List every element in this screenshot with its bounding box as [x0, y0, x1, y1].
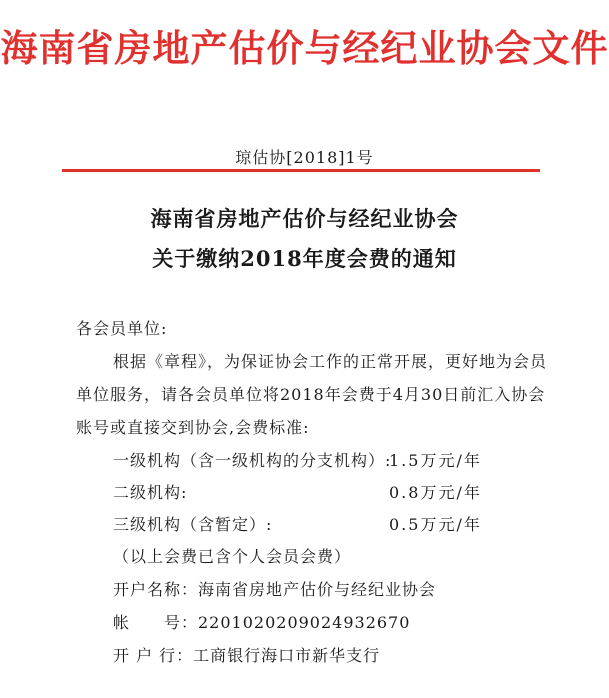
fee-row-2-label: 二级机构:	[113, 483, 188, 502]
document-number: 琼估协[2018]1号	[235, 148, 374, 167]
document-header-org-title: 海南省房地产估价与经纪业协会文件	[0, 27, 609, 70]
body-paragraph-line-1: 根据《章程》，为保证协会工作的正常开展，更好地为会员	[113, 352, 548, 371]
salutation: 各会员单位:	[76, 319, 168, 338]
notice-title-line-1: 海南省房地产估价与经纪业协会	[150, 206, 459, 231]
fee-row-2-value: 0.8万元/年	[389, 483, 482, 502]
bank-name: 开 户 行：工商银行海口市新华支行	[113, 646, 381, 665]
fee-row-1-value: 1.5万元/年	[389, 451, 482, 470]
bank-account-name: 开户名称：海南省房地产估价与经纪业协会	[113, 580, 437, 599]
body-paragraph-line-2: 单位服务，请各会员单位将2018年会费于4月30日前汇入协会	[76, 385, 546, 404]
fee-row-1-label: 一级机构（含一级机构的分支机构）:	[113, 451, 392, 470]
body-paragraph-line-3: 账号或直接交到协会,会费标准:	[76, 418, 310, 437]
fee-row-3-value: 0.5万元/年	[389, 515, 482, 534]
fee-note: （以上会费已含个人会员会费）	[113, 547, 352, 566]
fee-row-3-label: 三级机构（含暂定）:	[113, 515, 273, 534]
bank-account-number: 帐 号：2201020209024932670	[113, 613, 411, 632]
red-divider-line	[62, 169, 540, 172]
notice-title-line-2: 关于缴纳2018年度会费的通知	[152, 246, 457, 271]
